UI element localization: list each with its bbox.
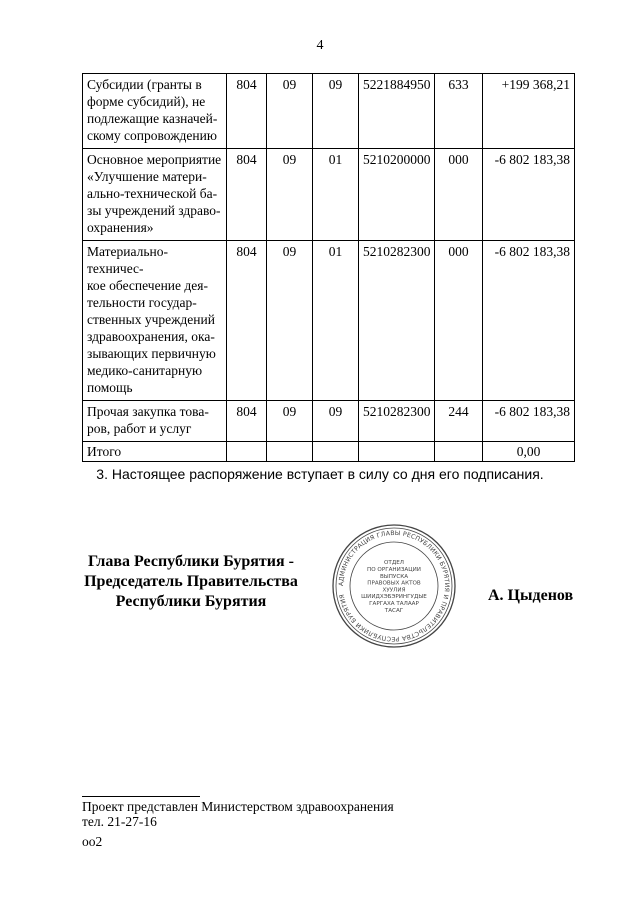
signatory-line: Председатель Правительства <box>84 573 298 590</box>
cell-code: 804 <box>227 241 267 401</box>
cell-name-line: подлежащие казначей- <box>87 111 218 126</box>
stamp-line: ТАСАГ <box>384 607 404 614</box>
cell-name-line: Основное мероприятие <box>87 152 222 167</box>
signatory-title <box>82 552 300 612</box>
cell-name-line: скому сопровождению <box>87 128 217 143</box>
cell-name-line: Материально-техничес- <box>87 244 168 276</box>
cell-amount: -6 802 183,38 <box>483 241 575 401</box>
decree-clause: 3. Настоящее распоряжение вступает в силу со дня его подписания. <box>96 466 544 482</box>
cell-target: 5210282300 <box>359 401 435 442</box>
stamp-line: ГАРГАХА ТАЛААР <box>369 601 419 607</box>
cell-amount: -6 802 183,38 <box>483 401 575 442</box>
cell-name-line: кое обеспечение дея- <box>87 278 208 293</box>
table-row <box>83 241 575 401</box>
total-empty-cell <box>267 442 313 462</box>
stamp-line: ПО ОРГАНИЗАЦИИ <box>367 567 421 573</box>
total-empty-cell <box>227 442 267 462</box>
cell-amount: +199 368,21 <box>483 74 575 149</box>
cell-section: 09 <box>267 74 313 149</box>
signatory-line: Глава Республики Бурятия - <box>88 553 294 570</box>
table-row <box>83 74 575 149</box>
total-empty-cell <box>359 442 435 462</box>
cell-name-line: ально-технической ба- <box>87 186 218 201</box>
signer-name: А. Цыденов <box>488 587 574 604</box>
cell-code: 804 <box>227 401 267 442</box>
cell-subsection: 09 <box>313 74 359 149</box>
cell-name <box>83 149 227 241</box>
cell-section: 09 <box>267 241 313 401</box>
cell-subsection: 09 <box>313 401 359 442</box>
cell-target: 5210200000 <box>359 149 435 241</box>
cell-name-line: охранения» <box>87 220 154 235</box>
cell-name <box>83 401 227 442</box>
table-row <box>83 149 575 241</box>
total-amount: 0,00 <box>483 442 575 462</box>
footnote-divider <box>82 796 200 797</box>
cell-type: 000 <box>435 149 483 241</box>
cell-name-line: зы учреждений здраво- <box>87 203 221 218</box>
table-row <box>83 401 575 442</box>
page-number: 4 <box>316 38 324 53</box>
cell-subsection: 01 <box>313 241 359 401</box>
cell-name-line: помощь <box>87 380 133 395</box>
cell-name-line: Прочая закупка това- <box>87 404 209 419</box>
budget-table <box>82 73 575 462</box>
cell-name-line: «Улучшение матери- <box>87 169 207 184</box>
stamp-line: ПРАВОВЫХ АКТОВ <box>367 580 421 587</box>
cell-name-line: ственных учреждений <box>87 312 215 327</box>
total-empty-cell <box>313 442 359 462</box>
cell-section: 09 <box>267 401 313 442</box>
cell-amount: -6 802 183,38 <box>483 149 575 241</box>
cell-name-line: Субсидии (гранты в <box>87 77 202 92</box>
table-total-row <box>83 442 575 462</box>
cell-target: 5221884950 <box>359 74 435 149</box>
total-empty-cell <box>435 442 483 462</box>
cell-name-line: ров, работ и услуг <box>87 421 192 436</box>
cell-name-line: тельности государ- <box>87 295 197 310</box>
cell-type: 000 <box>435 241 483 401</box>
stamp-line: ШИИДХЭБЭРИНГУДЫЕ <box>361 594 427 601</box>
cell-name-line: медико-санитарную <box>87 363 203 378</box>
cell-name-line: здравоохранения, ока- <box>87 329 215 344</box>
signatory-line: Республики Бурятия <box>115 593 267 610</box>
footnote-line-1: Проект представлен Министерством здравоохранения <box>82 799 394 814</box>
footnote <box>82 799 394 829</box>
cell-code: 804 <box>227 74 267 149</box>
cell-target: 5210282300 <box>359 241 435 401</box>
stamp-line: ВЫПУСКА <box>379 573 409 580</box>
cell-type: 244 <box>435 401 483 442</box>
document-code: оо2 <box>82 834 103 849</box>
cell-subsection: 01 <box>313 149 359 241</box>
cell-name-line: форме субсидий), не <box>87 94 206 109</box>
footnote-line-2: тел. 21-27-16 <box>82 814 157 829</box>
cell-name <box>83 74 227 149</box>
cell-code: 804 <box>227 149 267 241</box>
cell-type: 633 <box>435 74 483 149</box>
total-label: Итого <box>83 442 227 462</box>
svg-text:АДМИНИСТРАЦИЯ ГЛАВЫ РЕСПУБЛИКИ: АДМИНИСТРАЦИЯ ГЛАВЫ РЕСПУБЛИКИ БУРЯТИЯ И ПРАВИТЕЛЬСТВА РЕСПУБЛИКИ БУРЯТИЯ <box>337 529 451 643</box>
official-seal-stamp <box>331 523 457 649</box>
stamp-line: ХУУЛИЯ <box>382 587 406 594</box>
stamp-line: ОТДЕЛ <box>384 560 404 567</box>
cell-name-line: зывающих первичную <box>87 346 216 361</box>
cell-section: 09 <box>267 149 313 241</box>
cell-name <box>83 241 227 401</box>
